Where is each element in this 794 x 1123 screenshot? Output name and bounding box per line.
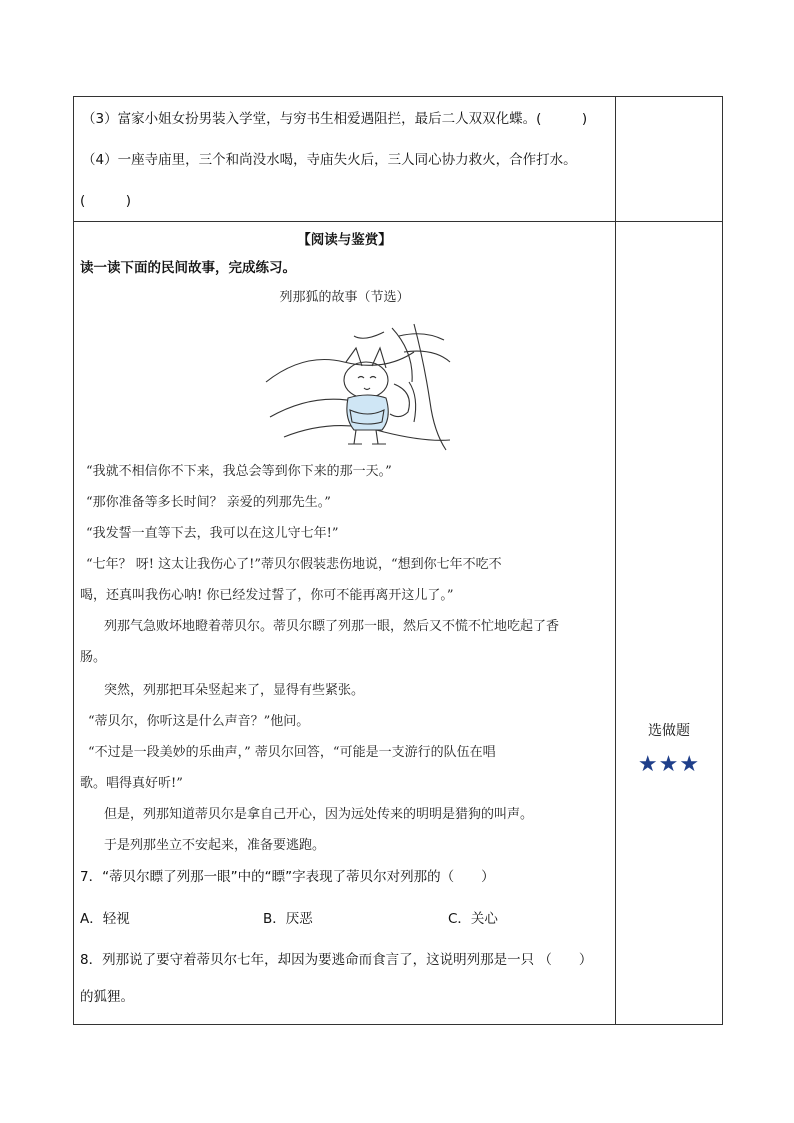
question-7: 7．“蒂贝尔瞟了列那一眼”中的“瞟”字表现了蒂贝尔对列那的（ ） — [80, 869, 495, 885]
story-paragraph: 突然，列那把耳朵竖起来了，显得有些紧张。 — [104, 683, 365, 698]
difficulty-stars-icon: ★★★ — [637, 752, 701, 777]
reading-instruction: 读一读下面的民间故事，完成练习。 — [80, 260, 296, 276]
question-7-option-b: B．厌恶 — [263, 911, 313, 927]
optional-question-label: 选做题 — [648, 723, 690, 739]
worksheet-table — [73, 96, 723, 1025]
story-paragraph: 喝，还真叫我伤心呐! 你已经发过誓了，你可不能再离开这儿了。” — [80, 588, 454, 603]
story-paragraph: “七年？ 呀! 这太让我伤心了!”蒂贝尔假装悲伤地说，“想到你七年不吃不 — [86, 557, 502, 572]
question-8-continuation: 的狐狸。 — [80, 989, 134, 1005]
story-paragraph: 于是列那坐立不安起来，准备要逃跑。 — [104, 838, 326, 853]
story-paragraph: “蒂贝尔，你听这是什么声音？”他问。 — [88, 714, 310, 729]
side-cell-top — [616, 97, 723, 222]
question-7-option-c: C．关心 — [448, 911, 498, 927]
question-7-option-a: A．轻视 — [80, 911, 130, 927]
side-cell-difficulty — [616, 222, 723, 1025]
story-paragraph: “那你准备等多长时间？ 亲爱的列那先生。” — [86, 495, 331, 510]
question-4-blank: ( ) — [80, 193, 132, 209]
question-4: （4）一座寺庙里，三个和尚没水喝，寺庙失火后，三人同心协力救火，合作打水。 — [82, 152, 577, 168]
story-paragraph: “我发誓一直等下去，我可以在这儿守七年!” — [86, 526, 339, 541]
story-paragraph: 但是，列那知道蒂贝尔是拿自己开心，因为远处传来的明明是猎狗的叫声。 — [104, 807, 534, 822]
story-paragraph: 歌。唱得真好听!” — [80, 776, 183, 791]
story-paragraph: “不过是一段美妙的乐曲声，” 蒂贝尔回答，“可能是一支游行的队伍在唱 — [88, 745, 496, 760]
fox-illustration — [264, 322, 454, 452]
top-question-cell — [74, 97, 616, 222]
reading-cell — [74, 222, 616, 1025]
question-3: （3）富家小姐女扮男装入学堂，与穷书生相爱遇阻拦，最后二人双双化蝶。( ) — [82, 111, 588, 127]
story-paragraph: “我就不相信你不下来，我总会等到你下来的那一天。” — [86, 464, 392, 479]
section-title: 【阅读与鉴赏】 — [297, 232, 392, 248]
table-row — [74, 222, 723, 1025]
question-8: 8．列那说了要守着蒂贝尔七年，却因为要逃命而食言了，这说明列那是一只 （ ） — [80, 952, 593, 968]
story-paragraph: 列那气急败坏地瞪着蒂贝尔。蒂贝尔瞟了列那一眼，然后又不慌不忙地吃起了香 — [104, 619, 560, 634]
story-title: 列那狐的故事（节选） — [279, 290, 410, 305]
table-row — [74, 97, 723, 222]
story-paragraph: 肠。 — [80, 650, 107, 665]
